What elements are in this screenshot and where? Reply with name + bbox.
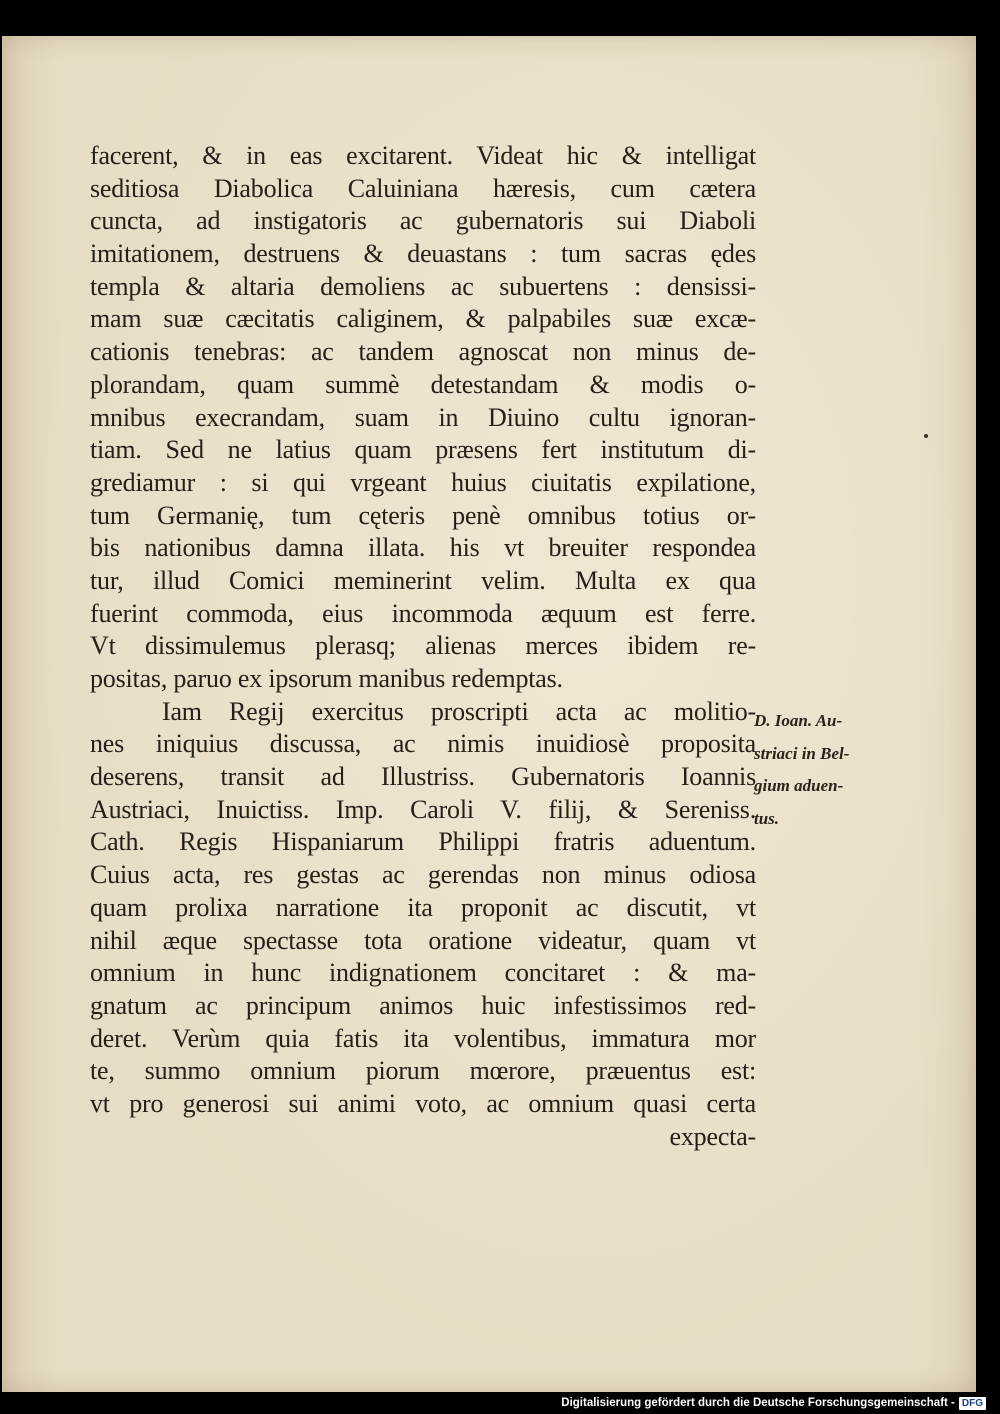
marginal-note <box>754 705 904 836</box>
text-line: Cath. Regis Hispaniarum Philippi fratris aduentum. <box>90 827 756 857</box>
text-line: deret. Verùm quia fatis ita volentibus, immatura mor <box>90 1023 756 1053</box>
dfg-logo-icon: DFG <box>959 1397 986 1410</box>
text-line: cuncta, ad instigatoris ac gubernatoris sui Diaboli <box>90 206 756 236</box>
digitization-footer <box>561 1395 986 1411</box>
text-line: nes iniquius discussa, ac nimis inuidiosè proposita <box>90 729 756 759</box>
text-line: tiam. Sed ne latius quam præsens fert institutum di- <box>90 435 756 465</box>
text-line: grediamur : si qui vrgeant huius ciuitatis expilatione, <box>90 467 756 497</box>
text-line: vt pro generosi sui animi voto, ac omnium quasi certa <box>90 1088 756 1118</box>
text-line: Vt dissimulemus plerasq; alienas merces ibidem re- <box>90 631 756 661</box>
text-line: templa & altaria demoliens ac subuertens : densissi- <box>90 271 756 301</box>
text-line: plorandam, quam summè detestandam & modis o- <box>90 369 756 399</box>
marginal-note-line: tus. <box>754 809 780 829</box>
text-line: bis nationibus damna illata. his vt breuiter respondea <box>90 533 756 563</box>
marginal-note-line: D. Ioan. Au- <box>754 711 843 730</box>
text-line: positas, paruo ex ipsorum manibus redemptas. <box>90 664 563 693</box>
ink-speck <box>924 434 928 438</box>
text-line: mam suæ cæcitatis caliginem, & palpabiles suæ excæ- <box>90 304 756 334</box>
text-line: facerent, & in eas excitarent. Videat hic & intelligat <box>90 141 756 170</box>
marginal-note-line: gium aduen- <box>754 776 844 796</box>
catchword: expecta- <box>669 1121 756 1151</box>
text-line: gnatum ac principum animos huic infestissimos red- <box>90 990 756 1020</box>
text-line: imitationem, destruens & deuastans : tum sacras ędes <box>90 239 756 269</box>
text-line: tur, illud Comici meminerint velim. Multa ex qua <box>90 565 756 595</box>
text-line: quam prolixa narratione ita proponit ac discutit, vt <box>90 892 756 922</box>
text-line: Cuius acta, res gestas ac gerendas non minus odiosa <box>90 860 756 890</box>
text-line: nihil æque spectasse tota oratione videatur, quam vt <box>90 925 756 955</box>
text-line: te, summo omnium piorum mœrore, præuentus est: <box>90 1056 756 1086</box>
book-page <box>2 36 976 1392</box>
text-line: deserens, transit ad Illustriss. Gubernatoris Ioannis <box>90 762 756 792</box>
text-line: tum Germanię, tum cęteris penè omnibus totius or- <box>90 500 756 530</box>
footer-credit: Digitalisierung gefördert durch die Deutsche Forschungsgemeinschaft - <box>561 1397 955 1409</box>
text-line-paragraph-start: Iam Regij exercitus proscripti acta ac molitio- <box>162 696 756 726</box>
text-line: fuerint commoda, eius incommoda æquum est ferre. <box>90 598 756 628</box>
text-line: mnibus execrandam, suam in Diuino cultu ignoran- <box>90 402 756 432</box>
text-line: omnium in hunc indignationem concitaret : & ma- <box>90 958 756 988</box>
text-line: cationis tenebras: ac tandem agnoscat non minus de- <box>90 337 756 367</box>
text-line: Austriaci, Inuictiss. Imp. Caroli V. filij, & Sereniss. <box>90 794 756 824</box>
marginal-note-line: striaci in Bel- <box>754 743 850 763</box>
text-line: seditiosa Diabolica Caluiniana hæresis, cum cætera <box>90 173 756 203</box>
body-text <box>90 140 756 1153</box>
